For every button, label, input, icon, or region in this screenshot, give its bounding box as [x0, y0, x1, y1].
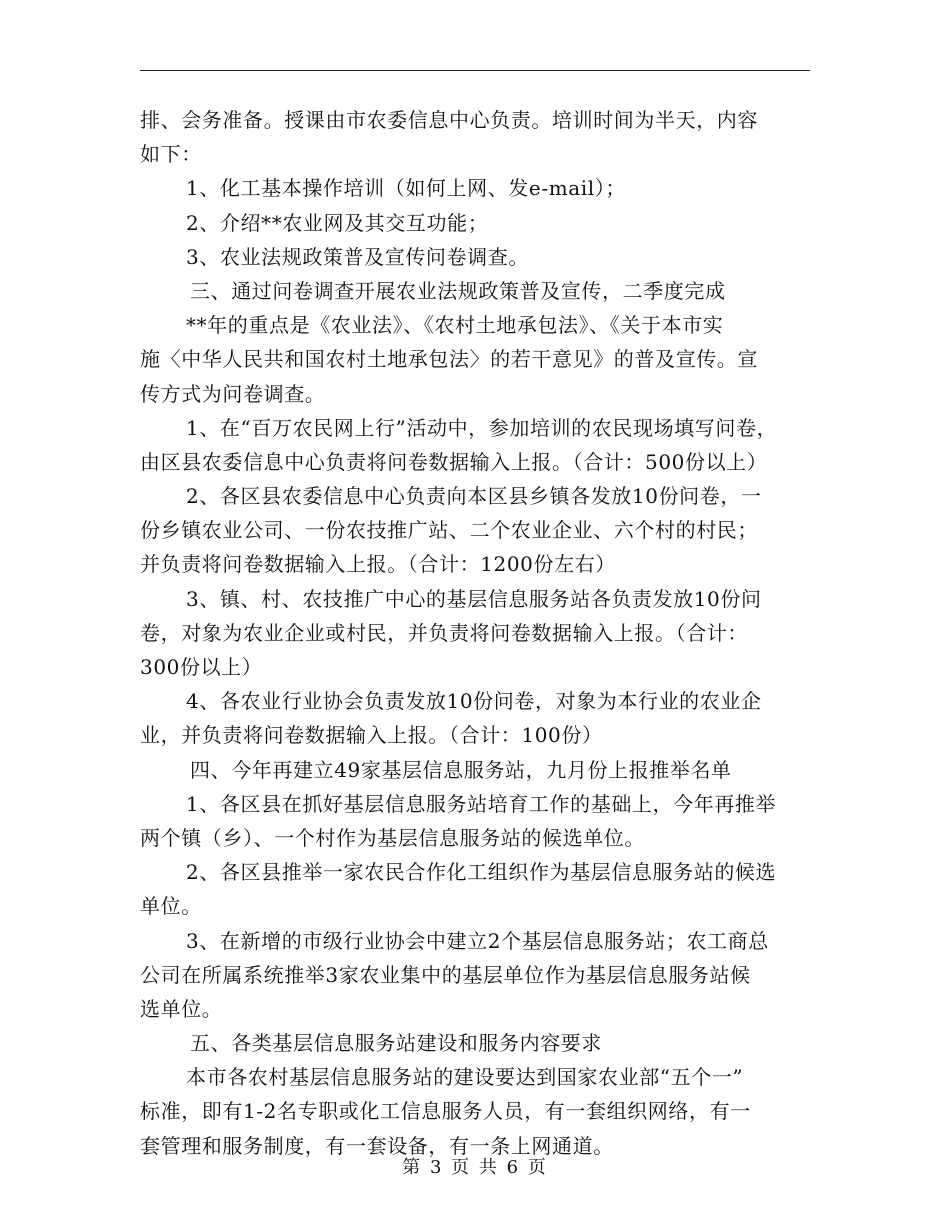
list-item: 3、镇、村、农技推广中心的基层信息服务站各负责发放10份问 — [186, 586, 762, 611]
list-item: 2、各区县农委信息中心负责向本区县乡镇各发放10份问卷，一 — [186, 484, 762, 509]
body-line: 传方式为问卷调查。 — [140, 381, 326, 406]
list-item: 3、在新增的市级行业协会中建立2个基层信息服务站；农工商总 — [186, 928, 769, 953]
document-body — [140, 103, 812, 1163]
section-heading: 五、各类基层信息服务站建设和服务内容要求 — [190, 1031, 602, 1056]
body-line: 卷，对象为农业企业或村民，并负责将问卷数据输入上报。（合计： — [140, 620, 748, 645]
page-number: 第 3 页 共 6 页 — [402, 1157, 548, 1178]
body-line: 排、会务准备。授课由市农委信息中心负责。培训时间为半天，内容 — [140, 108, 758, 132]
list-item: 3、农业法规政策普及宣传问卷调查。 — [186, 244, 529, 269]
list-item: 1、化工基本操作培训（如何上网、发e-mail）； — [186, 176, 626, 201]
list-item: 4、各农业行业协会负责发放10份问卷，对象为本行业的农业企 — [186, 689, 762, 714]
body-line: 公司在所属系统推举3家农业集中的基层单位作为基层信息服务站候 — [140, 962, 751, 987]
body-line: 标准，即有1-2名专职或化工信息服务人员，有一套组织网络，有一 — [140, 1099, 751, 1124]
body-line: 并负责将问卷数据输入上报。（合计：1200份左右） — [140, 552, 616, 577]
list-item: 1、各区县在抓好基层信息服务站培育工作的基础上，今年再推举 — [186, 791, 777, 816]
list-item: 2、各区县推举一家农民合作化工组织作为基层信息服务站的候选 — [186, 860, 777, 885]
body-line: 套管理和服务制度，有一套设备，有一条上网通道。 — [140, 1133, 614, 1158]
section-heading: 四、今年再建立49家基层信息服务站，九月份上报推举名单 — [190, 757, 732, 782]
body-line: **年的重点是《农业法》、《农村土地承包法》、《关于本市实 — [186, 313, 724, 338]
body-line: 300份以上） — [140, 655, 263, 679]
section-heading: 三、通过问卷调查开展农业法规政策普及宣传，二季度完成 — [190, 278, 726, 303]
body-line: 如下： — [140, 142, 202, 167]
list-item: 1、在“百万农民网上行”活动中，参加培训的农民现场填写问卷， — [186, 415, 778, 440]
body-line: 选单位。 — [140, 996, 223, 1021]
header-rule — [140, 70, 810, 71]
list-item: 2、介绍**农业网及其交互功能； — [186, 210, 489, 235]
body-line: 份乡镇农业公司、一份农技推广站、二个农业企业、六个村的村民； — [140, 518, 758, 543]
body-line: 单位。 — [140, 894, 202, 919]
body-line: 两个镇（乡）、一个村作为基层信息服务站的候选单位。 — [140, 825, 645, 850]
body-line: 业，并负责将问卷数据输入上报。（合计：100份） — [140, 723, 603, 748]
body-line: 施〈中华人民共和国农村土地承包法〉的若干意见》的普及宣传。宣 — [140, 347, 758, 372]
body-line: 本市各农村基层信息服务站的建设要达到国家农业部“五个一” — [186, 1065, 744, 1090]
body-line: 由区县农委信息中心负责将问卷数据输入上报。（合计：500份以上） — [140, 449, 768, 474]
